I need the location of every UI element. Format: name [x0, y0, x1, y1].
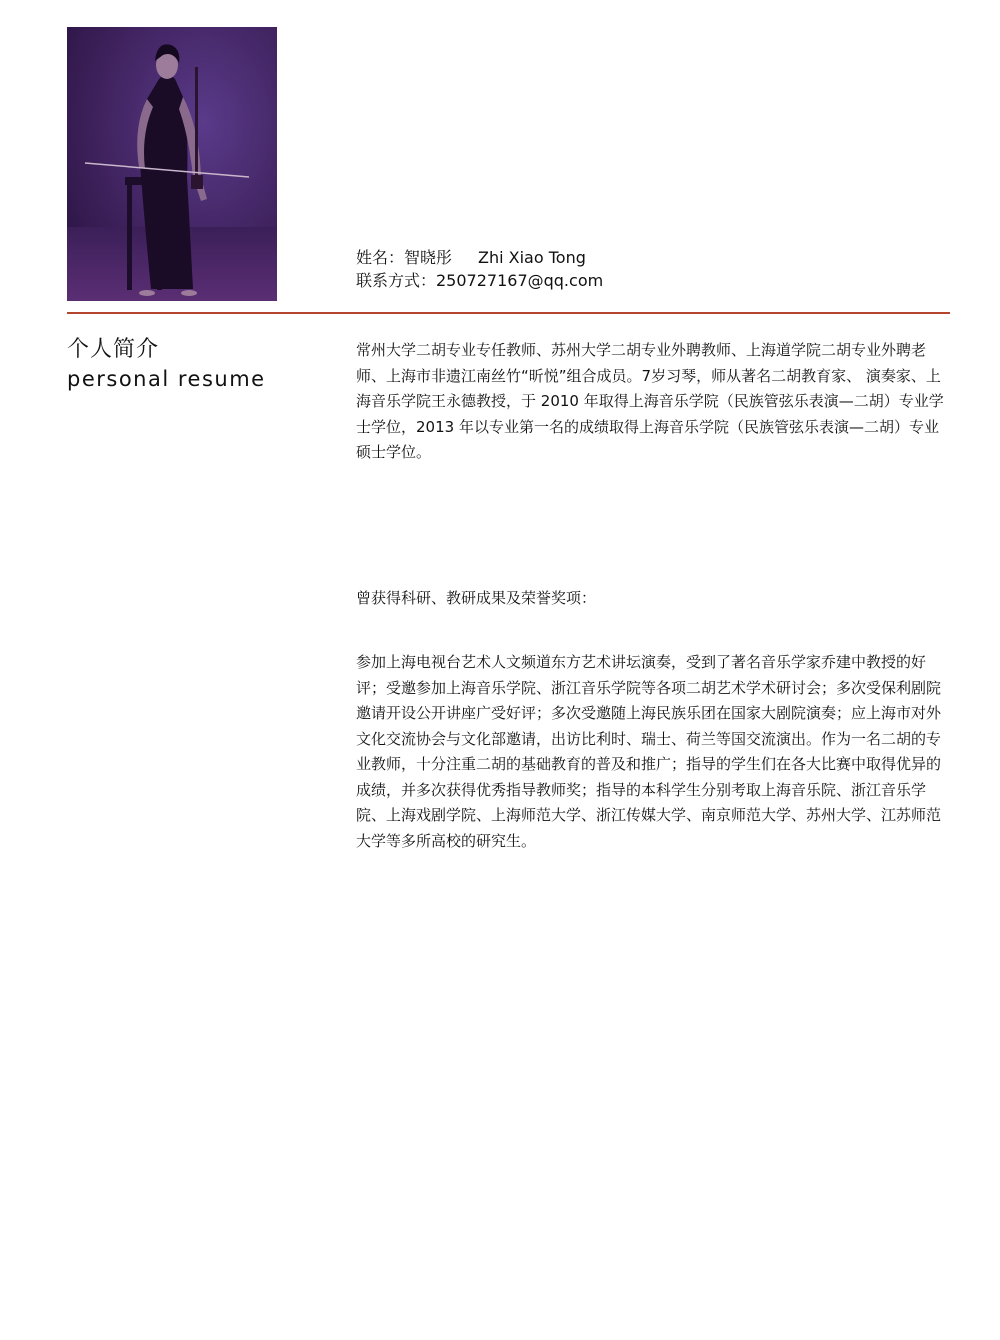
intro-paragraph: 常州大学二胡专业专任教师、苏州大学二胡专业外聘教师、上海道学院二胡专业外聘老师、上海市非遗江南丝竹“昕悦”组合成员。7岁习琴，师从著名二胡教育家、 演奏家、上海音乐学院王永德教授，于 2010 年取得上海音乐学院（民族管弦乐表演—二胡）专业学士学位，2013 年以专业第一名的成绩取得上海音乐学院（民族管弦乐表演—二胡）专业硕士学位。 — [356, 341, 944, 461]
awards-heading: 曾获得科研、教研成果及荣誉奖项： — [356, 589, 597, 607]
section-title-chinese: 个人简介 — [67, 337, 160, 362]
section-title-english: personal resume — [67, 367, 266, 391]
contact-block — [356, 246, 603, 292]
name-english: Zhi Xiao Tong — [478, 248, 586, 267]
name-line — [356, 246, 603, 269]
portrait-illustration — [67, 27, 277, 301]
awards-paragraph: 参加上海电视台艺术人文频道东方艺术讲坛演奏，受到了著名音乐学家乔建中教授的好评；受邀参加上海音乐学院、浙江音乐学院等各项二胡艺术学术研讨会；多次受保利剧院邀请开设公开讲座广受好评；多次受邀随上海民族乐团在国家大剧院演奏；应上海市对外文化交流协会与文化部邀请，出访比利时、瑞士、荷兰等国交流演出。作为一名二胡的专业教师，十分注重二胡的基础教育的普及和推广；指导的学生们在各大比赛中取得优异的成绩，并多次获得优秀指导教师奖；指导的本科学生分别考取上海音乐院、浙江音乐学院、上海戏剧学院、上海师范大学、浙江传媒大学、南京师范大学、苏州大学、江苏师范大学等多所高校的研究生。 — [356, 653, 942, 850]
contact-line: 联系方式：250727167@qq.com — [356, 271, 604, 290]
profile-photo — [67, 27, 277, 301]
name-label: 姓名：智晓彤 — [356, 248, 453, 267]
section-divider — [67, 312, 950, 314]
